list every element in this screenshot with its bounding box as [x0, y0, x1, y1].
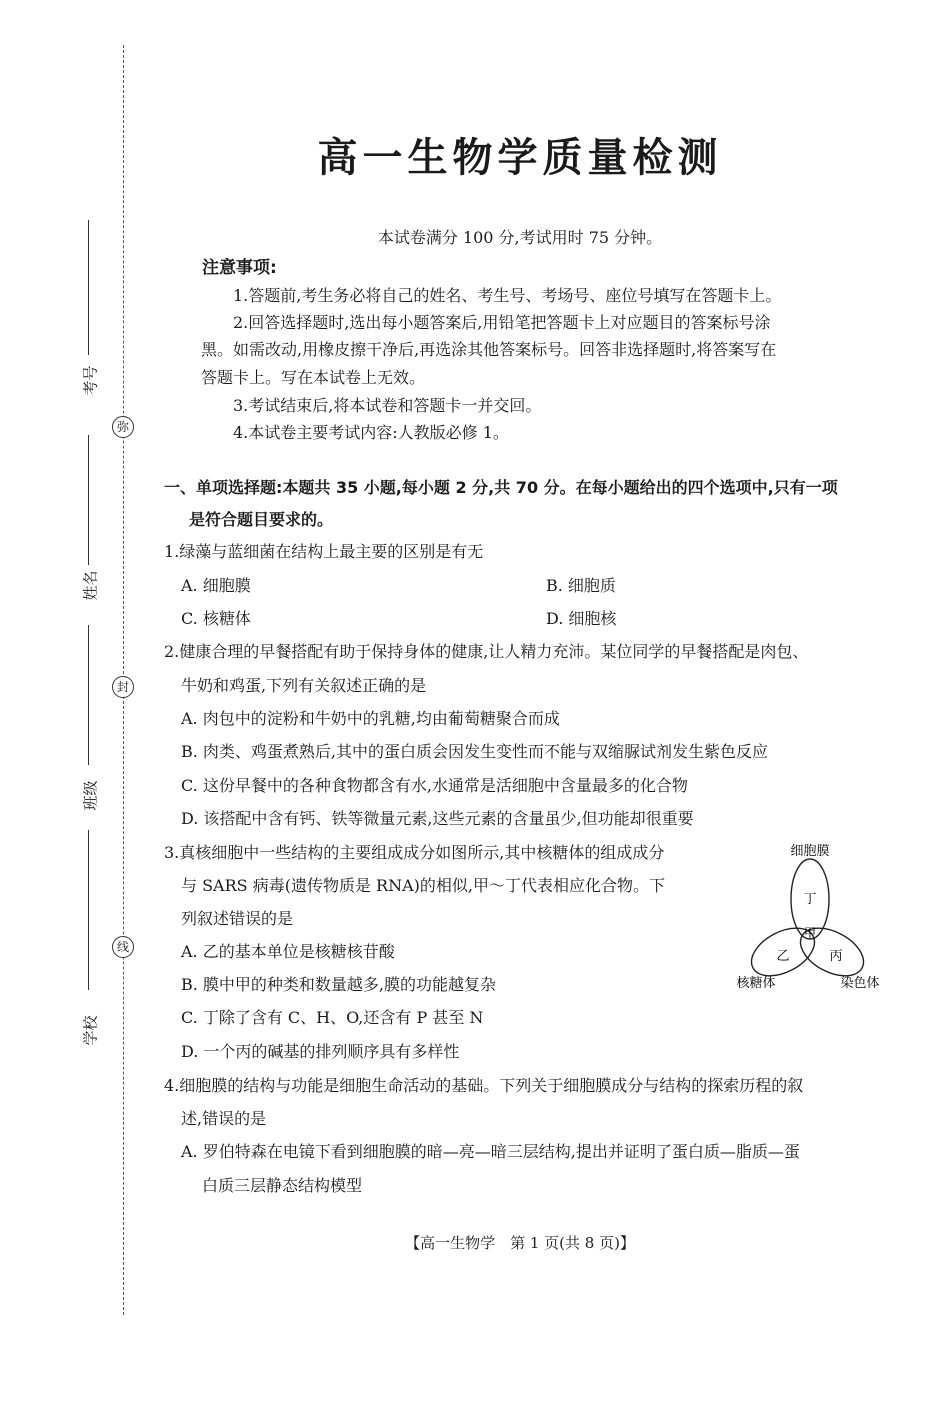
seal-xian: 线	[112, 936, 134, 958]
q3-stem-line-2: 与 SARS 病毒(遗传物质是 RNA)的相似,甲～丁代表相应化合物。下	[181, 876, 665, 895]
page-title: 高一生物学质量检测	[317, 135, 723, 181]
q3-option-a: A. 乙的基本单位是核糖核苷酸	[181, 942, 395, 961]
q3-option-b: B. 膜中甲的种类和数量越多,膜的功能越复杂	[181, 975, 497, 994]
q1-option-d: D. 细胞核	[546, 609, 617, 628]
class-label: 班级	[81, 780, 100, 811]
note-line-6: 4.本试卷主要考试内容:人教版必修 1。	[233, 423, 509, 442]
venn-ding: 丁	[803, 892, 817, 907]
school-line	[88, 830, 89, 990]
q2-option-b: B. 肉类、鸡蛋煮熟后,其中的蛋白质会因发生变性而不能与双缩脲试剂发生紫色反应	[181, 742, 769, 761]
q2-option-c: C. 这份早餐中的各种食物都含有水,水通常是活细胞中含量最多的化合物	[181, 776, 688, 795]
note-line-2: 2.回答选择题时,选出每小题答案后,用铅笔把答题卡上对应题目的答案标号涂	[233, 313, 771, 332]
name-label: 姓名	[81, 570, 100, 601]
venn-bing: 丙	[829, 949, 843, 964]
q4-option-a-line-2: 白质三层静态结构模型	[202, 1176, 363, 1195]
note-line-1: 1.答题前,考生务必将自己的姓名、考生号、考场号、座位号填写在答题卡上。	[233, 286, 782, 305]
venn-ribosome-label: 核糖体	[736, 976, 776, 991]
q2-stem-line-2: 牛奶和鸡蛋,下列有关叙述正确的是	[181, 676, 427, 695]
q2-stem-line-1: 2.健康合理的早餐搭配有助于保持身体的健康,让人精力充沛。某位同学的早餐搭配是肉包、	[164, 642, 809, 661]
q4-stem-line-1: 4.细胞膜的结构与功能是细胞生命活动的基础。下列关于细胞膜成分与结构的探索历程的叙	[164, 1076, 804, 1095]
exam-number-label: 考号	[81, 365, 100, 396]
q1-option-c: C. 核糖体	[181, 609, 251, 628]
q2-option-d: D. 该搭配中含有钙、铁等微量元素,这些元素的含量虽少,但功能却很重要	[181, 809, 694, 828]
class-field	[66, 625, 106, 825]
notes-heading: 注意事项:	[202, 258, 277, 278]
name-field	[66, 430, 106, 630]
q2-option-a: A. 肉包中的淀粉和牛奶中的乳糖,均由葡萄糖聚合而成	[181, 709, 560, 728]
venn-yi: 乙	[776, 949, 790, 964]
section-heading-line-2: 是符合题目要求的。	[189, 510, 334, 529]
section-heading-line-1: 一、单项选择题:本题共 35 小题,每小题 2 分,共 70 分。在每小题给出的四个选项中,只有一项	[164, 478, 838, 497]
venn-chromosome-label: 染色体	[840, 976, 880, 991]
exam-info: 本试卷满分 100 分,考试用时 75 分钟。	[377, 228, 663, 247]
q3-venn-diagram	[725, 835, 895, 995]
q4-stem-line-2: 述,错误的是	[181, 1109, 267, 1128]
q1-option-a: A. 细胞膜	[181, 576, 251, 595]
class-line	[88, 625, 89, 765]
q3-option-d: D. 一个丙的碱基的排列顺序具有多样性	[181, 1042, 460, 1061]
page-footer: 【高一生物学 第 1 页(共 8 页)】	[405, 1234, 635, 1252]
q3-option-c: C. 丁除了含有 C、H、O,还含有 P 甚至 N	[181, 1008, 484, 1027]
seal-mi: 弥	[112, 416, 134, 438]
note-line-5: 3.考试结束后,将本试卷和答题卡一并交回。	[233, 396, 542, 415]
seal-feng: 封	[112, 676, 134, 698]
school-label: 学校	[81, 1015, 100, 1046]
venn-jia: 甲	[803, 926, 817, 940]
q3-stem-line-3: 列叙述错误的是	[181, 909, 294, 928]
note-line-3: 黑。如需改动,用橡皮擦干净后,再选涂其他答案标号。回答非选择题时,将答案写在	[201, 340, 777, 359]
venn-membrane-label: 细胞膜	[790, 844, 830, 859]
q1-option-b: B. 细胞质	[546, 576, 616, 595]
school-field	[66, 830, 106, 1046]
q3-stem-line-1: 3.真核细胞中一些结构的主要组成成分如图所示,其中核糖体的组成成分	[164, 843, 665, 862]
note-line-4: 答题卡上。写在本试卷上无效。	[201, 368, 426, 387]
q4-option-a-line-1: A. 罗伯特森在电镜下看到细胞膜的暗—亮—暗三层结构,提出并证明了蛋白质—脂质—蛋	[181, 1142, 800, 1161]
q1-stem: 1.绿藻与蓝细菌在结构上最主要的区别是有无	[164, 542, 484, 561]
name-line	[88, 435, 89, 565]
